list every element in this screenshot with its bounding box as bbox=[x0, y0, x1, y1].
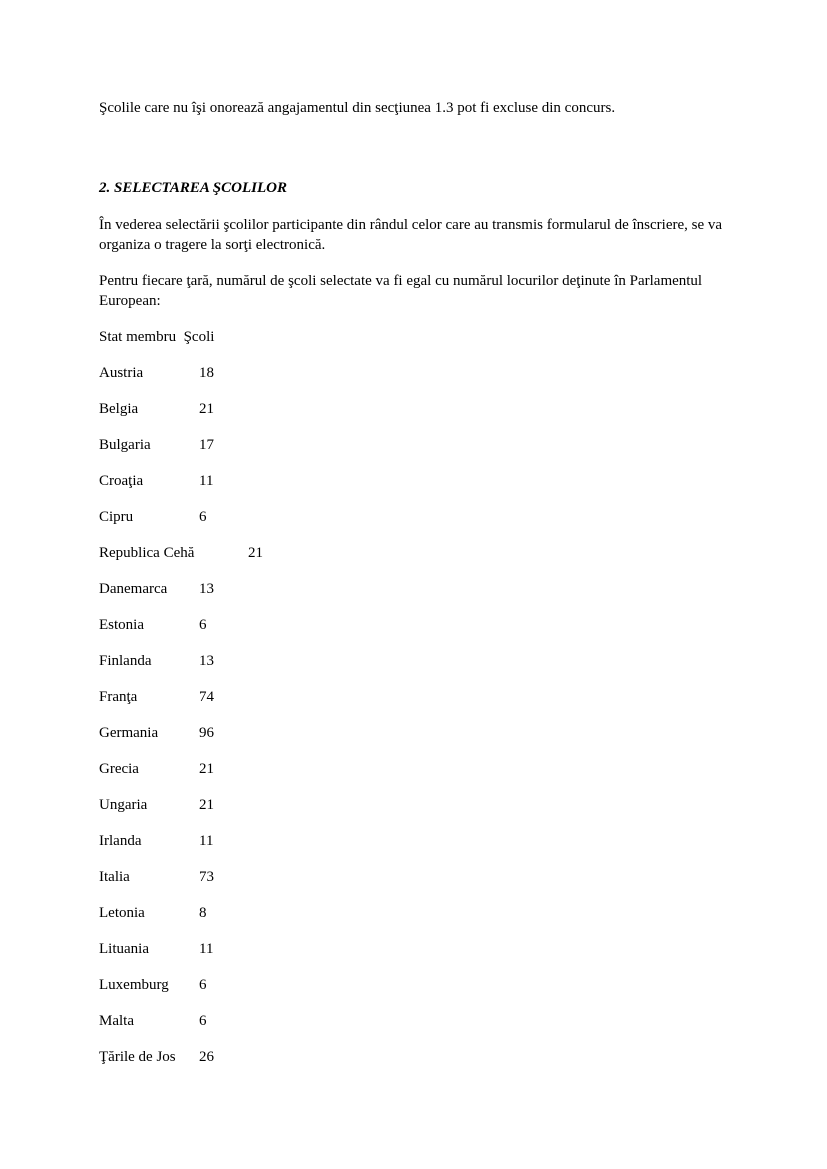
country-name: Letonia bbox=[99, 905, 145, 921]
intro-paragraph: Şcolile care nu îşi onorează angajamentul din secţiunea 1.3 pot fi excluse din concurs. bbox=[99, 100, 616, 116]
school-count: 8 bbox=[199, 905, 207, 921]
table-row bbox=[99, 363, 739, 383]
seats-paragraph: Pentru fiecare ţară, numărul de şcoli selectate va fi egal cu numărul locurilor deţinute în Parlamentul European: bbox=[99, 273, 703, 309]
school-count: 18 bbox=[199, 365, 214, 381]
table-row bbox=[99, 903, 739, 923]
table-row bbox=[99, 1047, 739, 1067]
table-row bbox=[99, 507, 739, 527]
country-name: Ţările de Jos bbox=[99, 1049, 176, 1065]
table-row bbox=[99, 471, 739, 491]
country-name: Bulgaria bbox=[99, 437, 151, 453]
school-count: 13 bbox=[199, 581, 214, 597]
school-count: 26 bbox=[199, 1049, 214, 1065]
country-name: Croaţia bbox=[99, 473, 144, 489]
country-name: Finlanda bbox=[99, 653, 152, 669]
school-count: 21 bbox=[199, 761, 214, 777]
country-name: Republica Cehă bbox=[99, 545, 195, 561]
country-name: Malta bbox=[99, 1013, 134, 1029]
table-row bbox=[99, 651, 739, 671]
school-count: 6 bbox=[199, 977, 207, 993]
table-row bbox=[99, 399, 739, 419]
table-row bbox=[99, 831, 739, 851]
country-name: Irlanda bbox=[99, 833, 142, 849]
table-row bbox=[99, 939, 739, 959]
column-header-schools: Şcoli bbox=[183, 329, 215, 345]
document-page bbox=[99, 98, 739, 1083]
school-count: 11 bbox=[199, 473, 214, 489]
table-row bbox=[99, 723, 739, 743]
school-count: 21 bbox=[248, 545, 263, 561]
school-count: 73 bbox=[199, 869, 214, 885]
country-name: Italia bbox=[99, 869, 130, 885]
section-heading: 2. SELECTAREA ŞCOLILOR bbox=[99, 180, 287, 196]
table-row bbox=[99, 867, 739, 887]
table-row bbox=[99, 795, 739, 815]
school-count: 96 bbox=[199, 725, 214, 741]
school-count: 21 bbox=[199, 797, 214, 813]
school-count: 17 bbox=[199, 437, 214, 453]
country-name: Belgia bbox=[99, 401, 139, 417]
table-row bbox=[99, 1011, 739, 1031]
country-name: Cipru bbox=[99, 509, 134, 525]
column-header-member-state: Stat membru bbox=[99, 329, 177, 345]
school-count: 11 bbox=[199, 833, 214, 849]
country-name: Luxemburg bbox=[99, 977, 169, 993]
school-count: 74 bbox=[199, 689, 214, 705]
school-count: 13 bbox=[199, 653, 214, 669]
country-name: Estonia bbox=[99, 617, 144, 633]
table-header bbox=[99, 327, 739, 347]
table-row bbox=[99, 687, 739, 707]
table-row bbox=[99, 615, 739, 635]
country-name: Franţa bbox=[99, 689, 138, 705]
school-count: 6 bbox=[199, 617, 207, 633]
table-row bbox=[99, 543, 739, 563]
country-name: Danemarca bbox=[99, 581, 168, 597]
country-name: Lituania bbox=[99, 941, 149, 957]
country-name: Ungaria bbox=[99, 797, 148, 813]
country-name: Germania bbox=[99, 725, 159, 741]
country-name: Grecia bbox=[99, 761, 139, 777]
table-row bbox=[99, 435, 739, 455]
selection-paragraph: În vederea selectării şcolilor participante din rândul celor care au transmis formularul de înscriere, se va organiza o tragere la sorţi electronică. bbox=[99, 217, 723, 253]
school-count: 6 bbox=[199, 1013, 207, 1029]
country-name: Austria bbox=[99, 365, 144, 381]
country-list bbox=[99, 363, 739, 1067]
school-count: 11 bbox=[199, 941, 214, 957]
table-row bbox=[99, 975, 739, 995]
school-count: 6 bbox=[199, 509, 207, 525]
school-count: 21 bbox=[199, 401, 214, 417]
table-row bbox=[99, 579, 739, 599]
table-row bbox=[99, 759, 739, 779]
